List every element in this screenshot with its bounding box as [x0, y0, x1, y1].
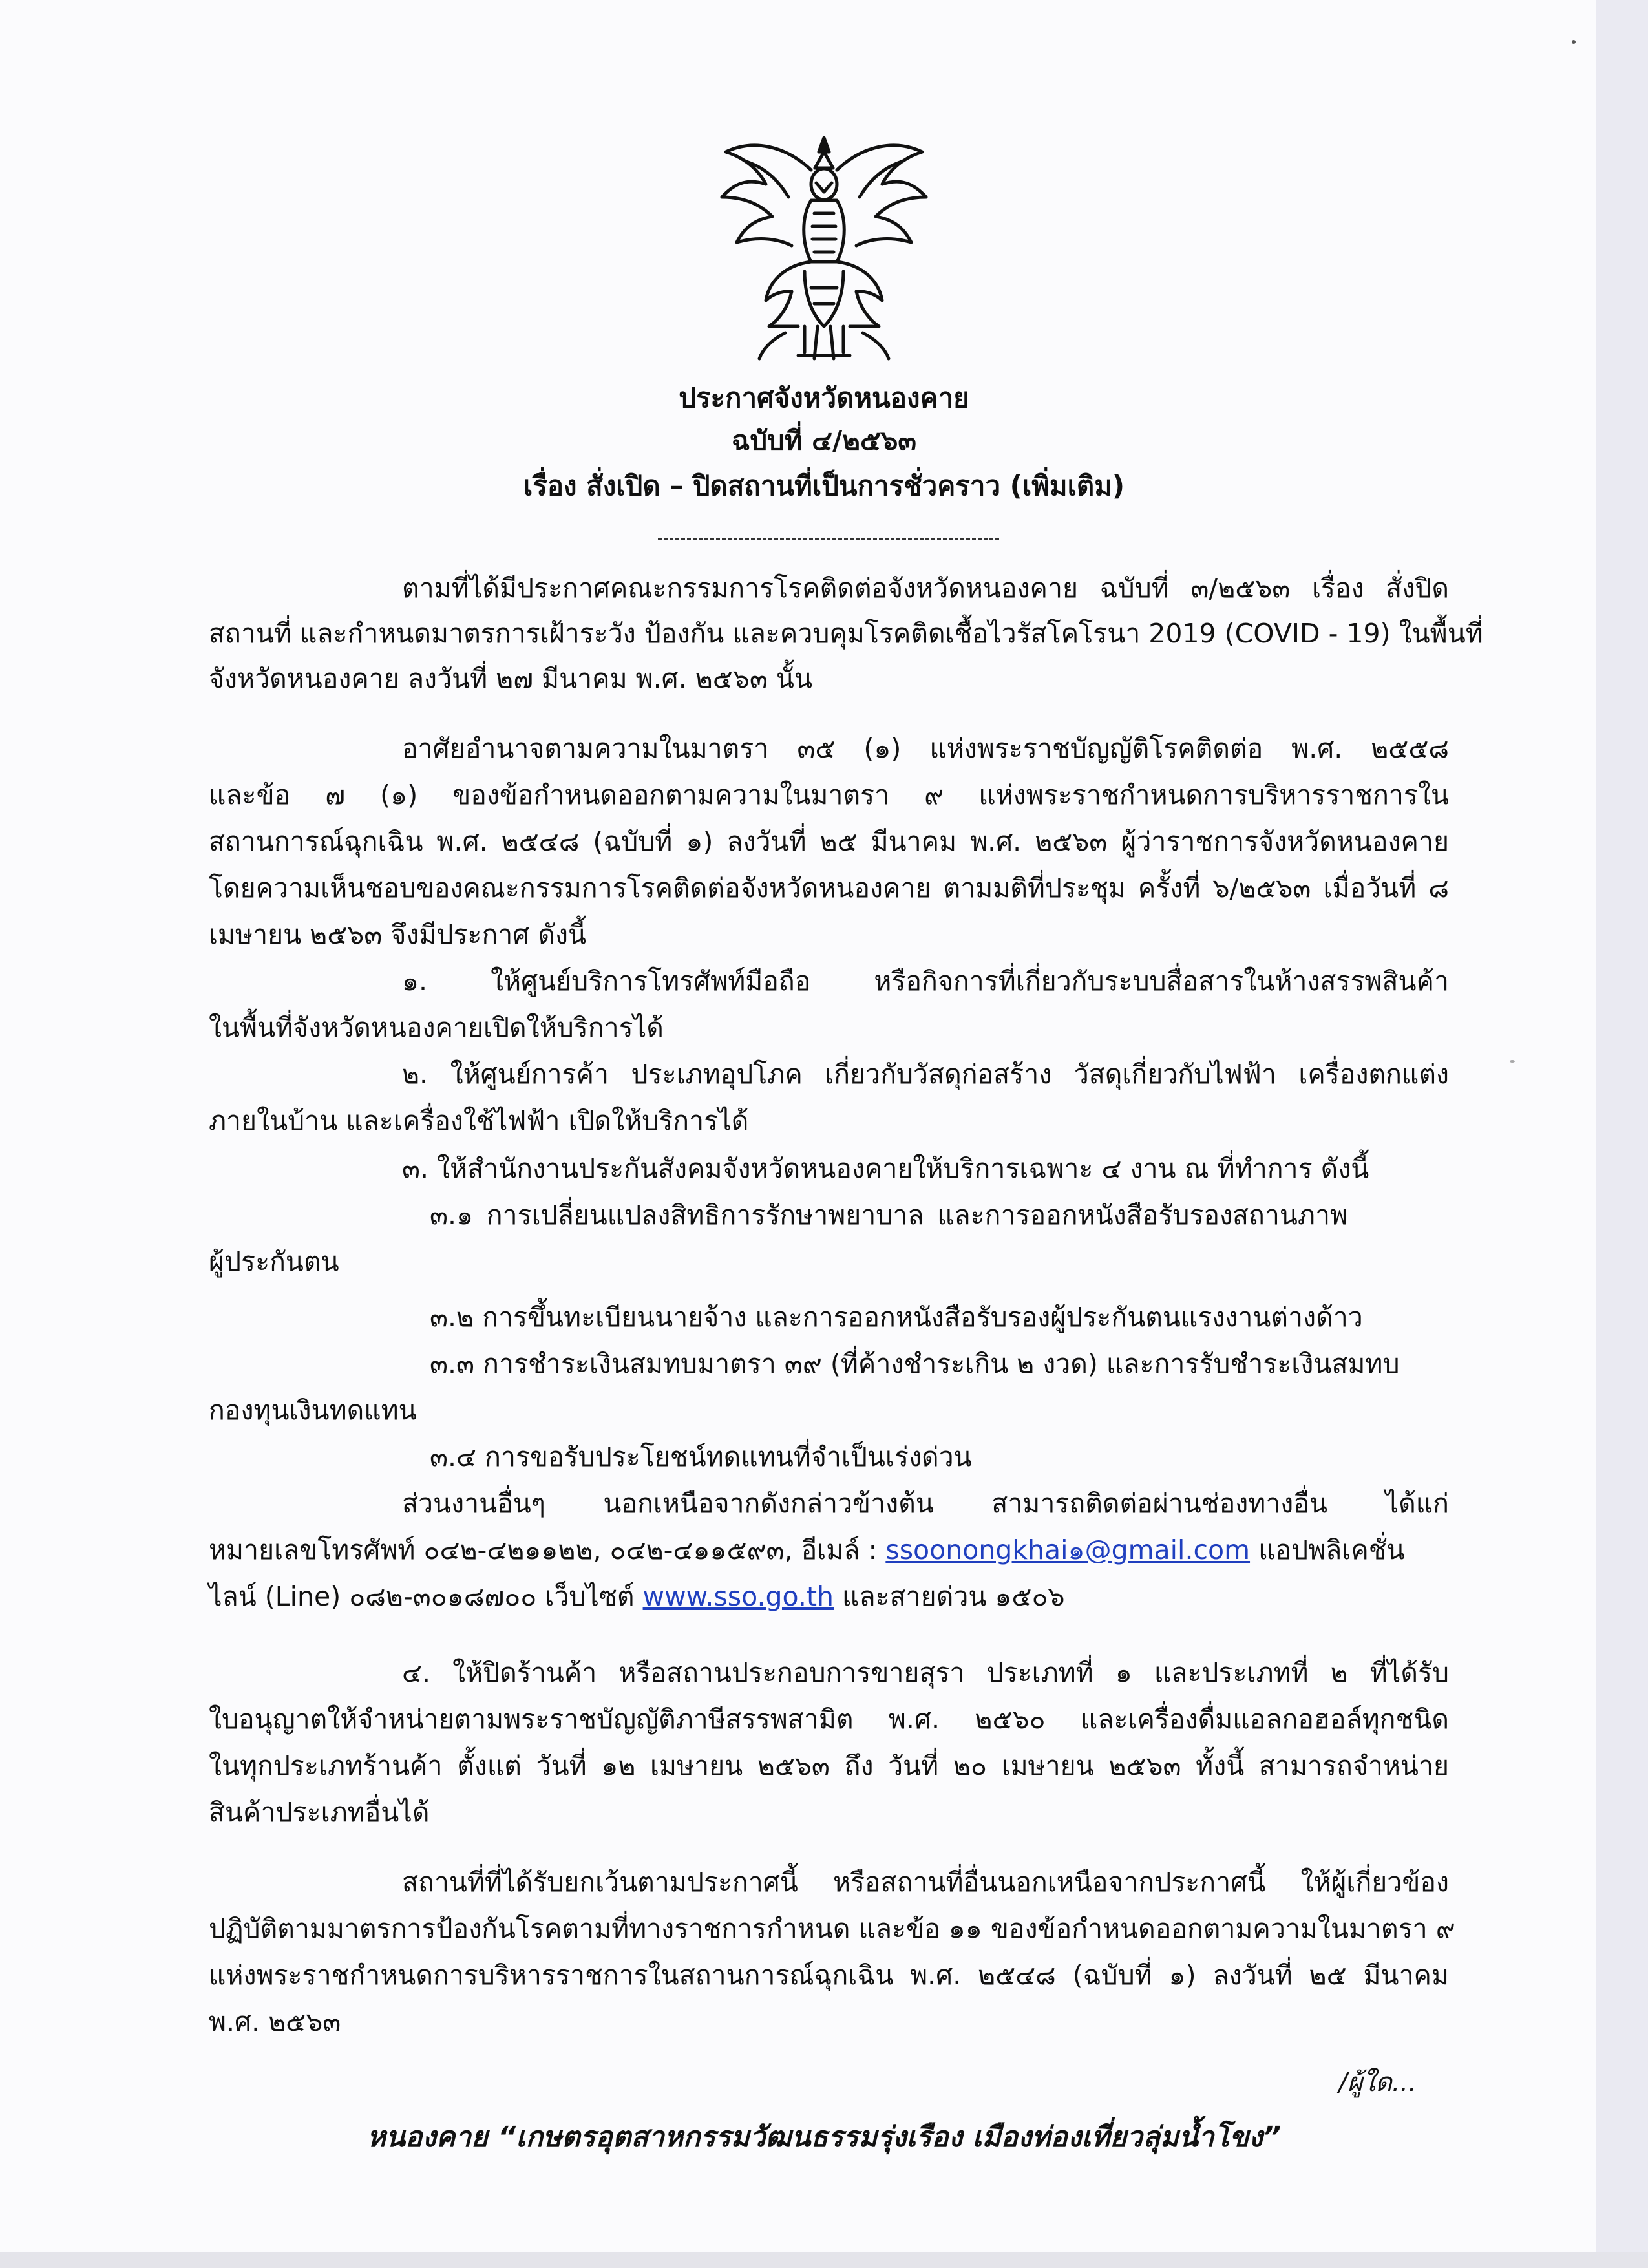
item-3-3-line: กองทุนเงินทดแทน: [209, 1395, 417, 1426]
paragraph-line: เมษายน ๒๕๖๓ จึงมีประกาศ ดังนี้: [209, 919, 587, 950]
announcement-subject: เรื่อง สั่งเปิด – ปิดสถานที่เป็นการชั่วคราว (เพิ่มเติม): [523, 470, 1125, 502]
paragraph-line: อาศัยอำนาจตามความในมาตรา ๓๕ (๑) แห่งพระราชบัญญัติโรคติดต่อ พ.ศ. ๒๕๕๘: [402, 733, 1449, 764]
final-paragraph-line: แห่งพระราชกำหนดการบริหารราชการในสถานการณ์ฉุกเฉิน พ.ศ. ๒๕๔๘ (ฉบับที่ ๑) ลงวันที่ ๒๕ มีนาคม: [209, 1960, 1449, 1991]
title-divider: [658, 538, 999, 540]
item-3-4-line: ๓.๔ การขอรับประโยชน์ทดแทนที่จำเป็นเร่งด่วน: [430, 1441, 972, 1472]
scan-edge-bottom: [0, 2252, 1648, 2268]
garuda-emblem-icon: [708, 132, 940, 368]
footer-slogan: หนองคาย “เกษตรอุตสาหกรรมวัฒนธรรมรุ่งเรือง เมืองท่องเที่ยวลุ่มน้ำโขง”: [366, 2121, 1282, 2154]
item-2-line: ๒. ให้ศูนย์การค้า ประเภทอุปโภค เกี่ยวกับวัสดุก่อสร้าง วัสดุเกี่ยวกับไฟฟ้า เครื่องตกแต่ง: [402, 1059, 1449, 1090]
item-4-line: ใบอนุญาตให้จำหน่ายตามพระราชบัญญัติภาษีสรรพสามิต พ.ศ. ๒๕๖๐ และเครื่องดื่มแอลกอฮอล์ทุกชนิด: [209, 1704, 1449, 1735]
item-1-line: ในพื้นที่จังหวัดหนองคายเปิดให้บริการได้: [209, 1012, 664, 1043]
other-channels-line: ส่วนงานอื่นๆ นอกเหนือจากดังกล่าวข้างต้น สามารถติดต่อผ่านช่องทางอื่น ได้แก่: [402, 1488, 1449, 1519]
final-paragraph-line: พ.ศ. ๒๕๖๓: [209, 2006, 341, 2037]
paragraph-line: สถานการณ์ฉุกเฉิน พ.ศ. ๒๕๔๘ (ฉบับที่ ๑) ลงวันที่ ๒๕ มีนาคม พ.ศ. ๒๕๖๓ ผู้ว่าราชการจังหวัดหนองคาย: [209, 826, 1449, 857]
scan-speck: [1572, 40, 1576, 44]
other-channels-line: [209, 1529, 1405, 1571]
paragraph-line: สถานที่ และกำหนดมาตรการเฝ้าระวัง ป้องกัน และควบคุมโรคติดเชื้อไวรัสโคโรนา 2019 (COVID - 19) ในพื้นที่: [209, 618, 1483, 649]
announcement-title: ประกาศจังหวัดหนองคาย: [679, 382, 969, 414]
scan-speck: [1510, 1060, 1515, 1063]
paragraph-line: ตามที่ได้มีประกาศคณะกรรมการโรคติดต่อจังหวัดหนองคาย ฉบับที่ ๓/๒๕๖๓ เรื่อง สั่งปิด: [402, 573, 1449, 604]
item-1-line: ๑. ให้ศูนย์บริการโทรศัพท์มือถือ หรือกิจการที่เกี่ยวกับระบบสื่อสารในห้างสรรพสินค้า: [402, 966, 1449, 997]
line-text: ไลน์ (Line) ๐๘๒-๓๐๑๘๗๐๐ เว็บไซต์: [209, 1581, 643, 1612]
website-link[interactable]: www.sso.go.th: [642, 1581, 834, 1612]
final-paragraph-line: สถานที่ที่ได้รับยกเว้นตามประกาศนี้ หรือสถานที่อื่นนอกเหนือจากประกาศนี้ ให้ผู้เกี่ยวข้อง: [402, 1867, 1449, 1898]
paragraph-line: และข้อ ๗ (๑) ของข้อกำหนดออกตามความในมาตรา ๙ แห่งพระราชกำหนดการบริหารราชการใน: [209, 779, 1449, 811]
item-4-line: ในทุกประเภทร้านค้า ตั้งแต่ วันที่ ๑๒ เมษายน ๒๕๖๓ ถึง วันที่ ๒๐ เมษายน ๒๕๖๓ ทั้งนี้ สามารถจำหน่าย: [209, 1750, 1449, 1781]
item-4-line: ๔. ให้ปิดร้านค้า หรือสถานประกอบการขายสุรา ประเภทที่ ๑ และประเภทที่ ๒ ที่ได้รับ: [402, 1657, 1449, 1688]
scan-edge: [1596, 0, 1648, 2268]
other-channels-line: [209, 1576, 1065, 1617]
item-4-line: สินค้าประเภทอื่นได้: [209, 1797, 430, 1828]
hotline-text: และสายด่วน ๑๕๐๖: [834, 1581, 1065, 1612]
paragraph-line: จังหวัดหนองคาย ลงวันที่ ๒๗ มีนาคม พ.ศ. ๒๕๖๓ นั้น: [209, 663, 812, 694]
announcement-number: ฉบับที่ ๔/๒๕๖๓: [731, 425, 917, 456]
email-link[interactable]: ssoonongkhai๑@gmail.com: [885, 1534, 1251, 1565]
item-2-line: ภายในบ้าน และเครื่องใช้ไฟฟ้า เปิดให้บริการได้: [209, 1105, 749, 1136]
item-3-line: ๓. ให้สำนักงานประกันสังคมจังหวัดหนองคายให้บริการเฉพาะ ๔ งาน ณ ที่ทำการ ดังนี้: [402, 1153, 1369, 1184]
final-paragraph-line: ปฏิบัติตามมาตรการป้องกันโรคตามที่ทางราชการกำหนด และข้อ ๑๑ ของข้อกำหนดออกตามความในมาตรา ๙: [209, 1913, 1455, 1944]
page-continuation: /ผู้ใด...: [1338, 2068, 1417, 2097]
app-text: แอปพลิเคชั่น: [1250, 1534, 1405, 1565]
item-3-2-line: ๓.๒ การขึ้นทะเบียนนายจ้าง และการออกหนังสือรับรองผู้ประกันตนแรงงานต่างด้าว: [430, 1302, 1363, 1333]
item-3-1-line: ๓.๑ การเปลี่ยนแปลงสิทธิการรักษาพยาบาล และการออกหนังสือรับรองสถานภาพ: [430, 1200, 1347, 1231]
phone-text: หมายเลขโทรศัพท์ ๐๔๒-๔๒๑๑๒๒, ๐๔๒-๔๑๑๕๙๓, อีเมล์ :: [209, 1534, 886, 1565]
paragraph-line: โดยความเห็นชอบของคณะกรรมการโรคติดต่อจังหวัดหนองคาย ตามมติที่ประชุม ครั้งที่ ๖/๒๕๖๓ เมื่อวันที่ ๘: [209, 873, 1449, 904]
item-3-3-line: ๓.๓ การชำระเงินสมทบมาตรา ๓๙ (ที่ค้างชำระเกิน ๒ งวด) และการรับชำระเงินสมทบ: [430, 1348, 1400, 1379]
item-3-1-line: ผู้ประกันตน: [209, 1246, 339, 1277]
